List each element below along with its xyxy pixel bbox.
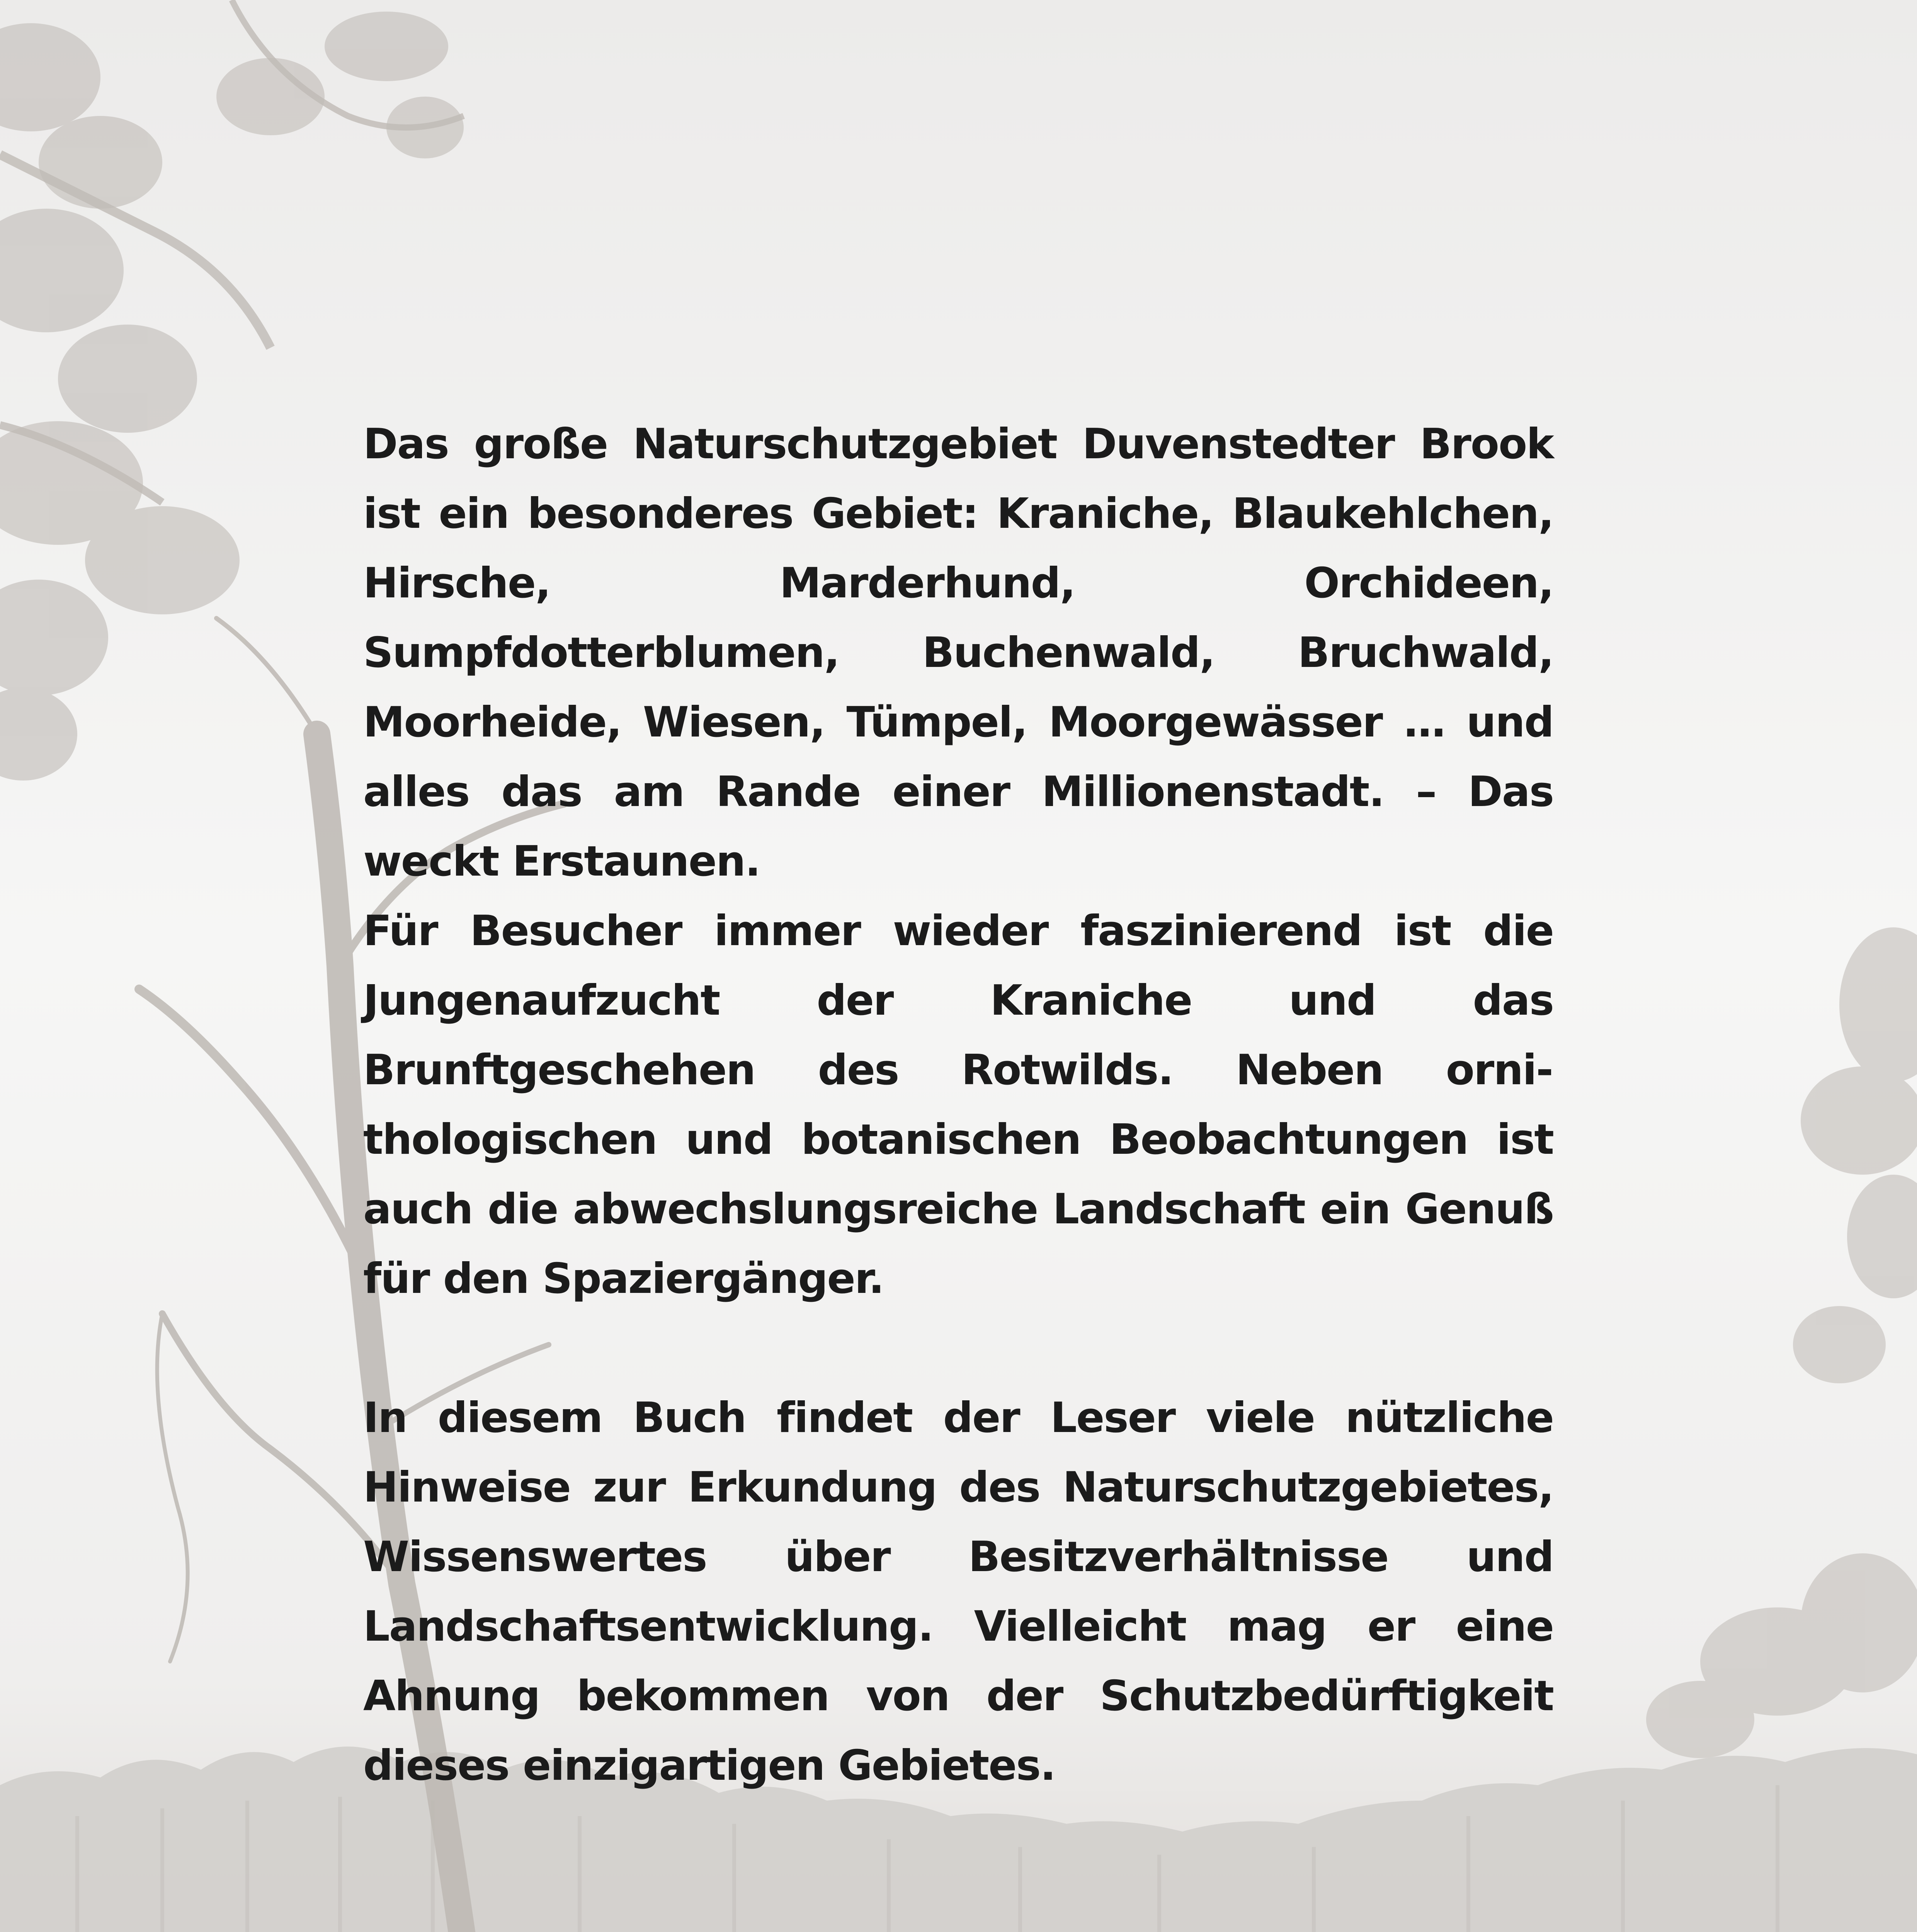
blurb-paragraph-2: Für Besucher immer wieder faszinierend ist die Jungenaufzucht der Kraniche und das Brunftgeschehen des Rotwilds. Neben ornithologischen und botanischen Beobachtungen ist auch die abwechslungsreiche Landschaft ein Genuß für den Spaziergänger.: [363, 907, 1553, 1303]
back-cover-text: [363, 410, 1553, 1801]
blurb-paragraph-1: Das große Naturschutzgebiet Duvenstedter Brook ist ein besonderes Gebiet: Kraniche, Blaukehlchen, Hirsche, Marderhund, Orchideen, Sumpfdotterblumen, Buchenwald, Bruchwald, Moorheide, Wiesen, Tümpel, Moorgewässer … und alles das am Rande einer Millionenstadt. – Das weckt Erstaunen.: [363, 420, 1553, 886]
blurb-paragraph-3: In diesem Buch findet der Leser viele nützliche Hinweise zur Erkundung des Naturschutzgebietes, Wissenswertes über Besitzverhältnisse und Landschaftsentwicklung. Vielleicht mag er eine Ahnung bekommen von der Schutzbedürftigkeit dieses einzigartigen Gebietes.: [363, 1394, 1553, 1790]
